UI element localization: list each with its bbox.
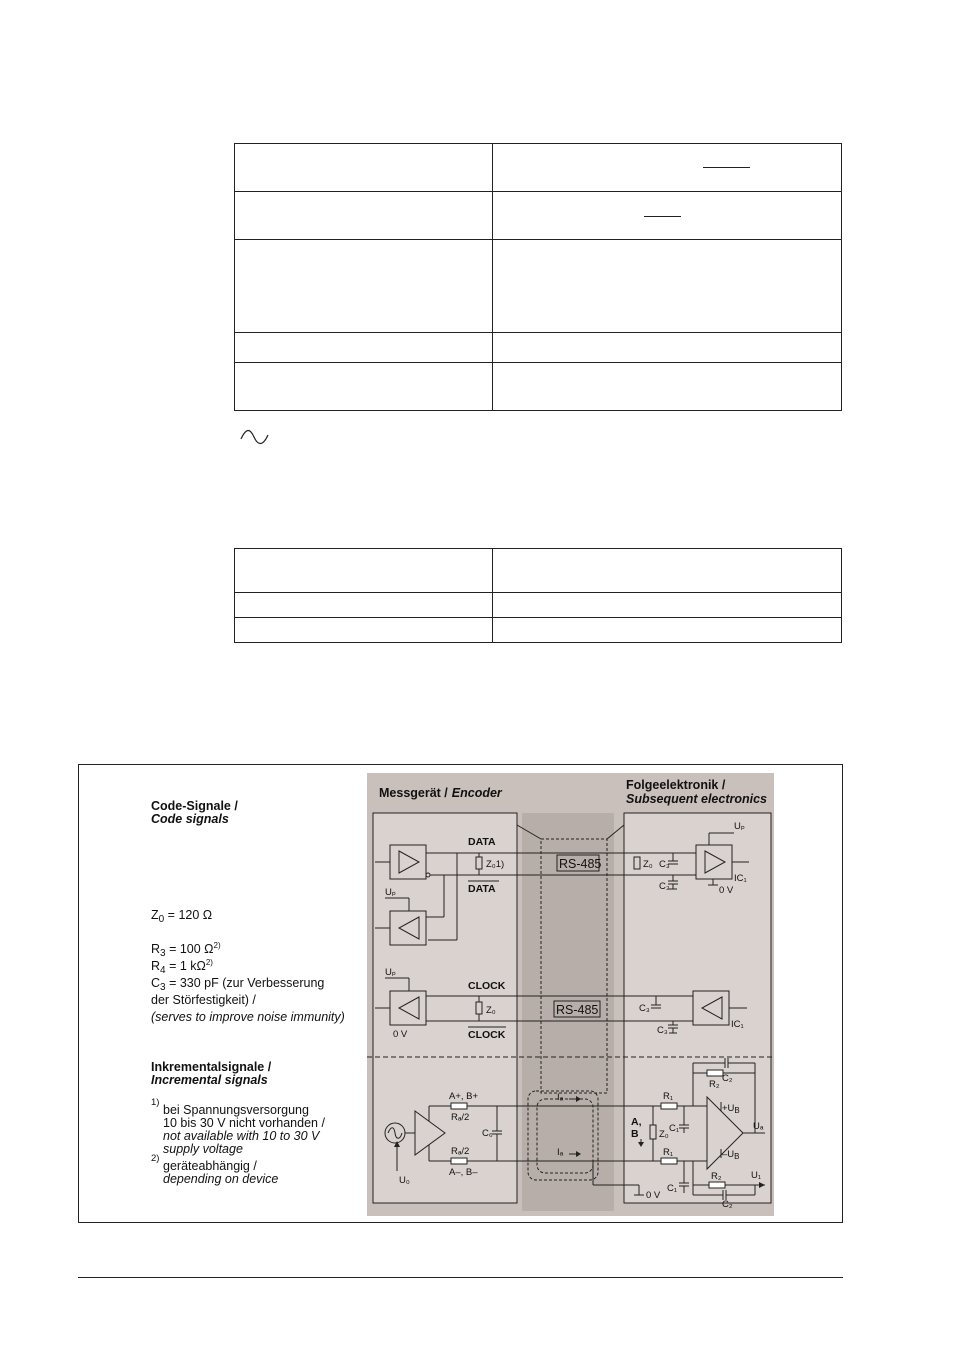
code-signals-heading: Code-Signale / — [151, 799, 238, 813]
table2-cell — [493, 618, 842, 643]
c3-spec-line3: (serves to improve noise immunity) — [151, 1010, 345, 1024]
footnote-2-mark: 2) — [151, 1153, 160, 1164]
up-label-c: Uₚ — [385, 967, 396, 978]
table2-cell — [493, 549, 842, 593]
r1-resistor-a — [661, 1103, 677, 1109]
c3-spec: $C_3 = 330$ pF (zur Verbesserung — [151, 976, 325, 993]
c3-label-a: C₃ — [659, 859, 670, 870]
r2-resistor-b — [709, 1182, 725, 1188]
z0-label-3: Z₀ — [486, 1005, 496, 1016]
clock-label: CLOCK — [468, 980, 506, 992]
r2-resistor-a — [707, 1070, 723, 1076]
c3-label-c: C₃ — [639, 1003, 650, 1014]
table2-cell — [235, 549, 493, 593]
table1-cell — [493, 363, 842, 411]
table1-cell — [235, 192, 493, 240]
overbar-mark — [644, 216, 681, 217]
table1-cell — [493, 333, 842, 363]
z0-label-4: Z₀ — [659, 1129, 669, 1140]
c1-label-a: C₁ — [669, 1123, 680, 1134]
subsequent-electronics-title: Folgeelektronik / — [626, 778, 726, 792]
footnote-2-de: geräteabhängig / — [163, 1159, 257, 1173]
ra2-resistor-a — [451, 1103, 467, 1109]
ra2-label-b: Rₐ/2 — [451, 1146, 470, 1157]
r3-spec: $R_3 = 100$ $\Omega^{2)}$ — [151, 941, 221, 959]
data-inv-label: DATA — [468, 883, 496, 895]
table1-cell — [235, 240, 493, 333]
footer-rule — [78, 1277, 843, 1278]
table1-cell — [493, 240, 842, 333]
z0-spec: $Z_0 = 120$ Ω — [151, 908, 213, 925]
ab-minus-label: A–, B– — [449, 1167, 478, 1178]
up-label-b: Uₚ — [385, 887, 396, 898]
c2-label-a: C₂ — [722, 1073, 733, 1084]
c6-label: C₆ — [482, 1128, 493, 1139]
ra2-label-a: Rₐ/2 — [451, 1112, 470, 1123]
footnote-1-mark: 1) — [151, 1097, 160, 1108]
ic1-label-b: IC₁ — [731, 1019, 744, 1030]
z0-label-1: Z₀1) — [486, 859, 505, 870]
ia-label-a: Iₐ — [557, 1092, 564, 1103]
overbar-mark — [703, 167, 750, 168]
zero-v-label-a: 0 V — [719, 885, 734, 896]
r1-label-a: R₁ — [663, 1091, 674, 1102]
rs485-label-2: RS-485 — [556, 1003, 599, 1017]
interface-circuit-figure — [78, 764, 843, 1223]
ua-label: Uₐ — [753, 1121, 764, 1132]
ab-plus-label: A+, B+ — [449, 1091, 479, 1102]
ic1-label-a: IC₁ — [734, 873, 747, 884]
table1-cell — [235, 333, 493, 363]
ia-label-b: Iₐ — [557, 1147, 564, 1158]
table1-cell — [235, 144, 493, 192]
r2-label-b: R₂ — [711, 1171, 722, 1182]
c3-label-d: C₃ — [657, 1025, 668, 1036]
zero-v-label-b: 0 V — [393, 1029, 408, 1040]
table2-cell — [235, 593, 493, 618]
circuit-diagram — [79, 765, 842, 1222]
table2-cell — [493, 593, 842, 618]
c2-label-b: C₂ — [722, 1199, 733, 1210]
ra2-resistor-b — [451, 1158, 467, 1164]
r2-label-a: R₂ — [709, 1079, 720, 1090]
plus-ub-label: $+U_B$ — [722, 1103, 740, 1115]
sine-wave-icon — [240, 429, 270, 445]
r1-resistor-b — [661, 1158, 677, 1164]
table1-cell — [235, 363, 493, 411]
table2-cell — [235, 618, 493, 643]
clock-inv-label: CLOCK — [468, 1029, 506, 1041]
footnote-1-en: not available with 10 to 30 V — [163, 1129, 320, 1143]
footnote-1-en-2: supply voltage — [163, 1142, 243, 1156]
footnote-1-de-2: 10 bis 30 V nicht vorhanden / — [163, 1116, 325, 1130]
c3-spec-line2: der Störfestigkeit) / — [151, 993, 256, 1007]
ab-label: A, — [631, 1116, 642, 1128]
u0-label: U₀ — [399, 1175, 410, 1186]
c1-label-b: C₁ — [667, 1183, 678, 1194]
minus-ub-label: $-U_B$ — [722, 1149, 740, 1161]
zero-v-label-c: 0 V — [646, 1190, 661, 1201]
table1-cell — [493, 144, 842, 192]
incremental-signals-heading-en: Incremental signals — [151, 1073, 268, 1087]
spec-table-2 — [234, 548, 842, 643]
code-signals-heading-en: Code signals — [151, 812, 229, 826]
r1-label-b: R₁ — [663, 1147, 674, 1158]
rs485-label-1: RS-485 — [559, 857, 602, 871]
up-label-a: Uₚ — [734, 821, 745, 832]
spec-table-1 — [234, 143, 842, 411]
footnote-2-en: depending on device — [163, 1172, 279, 1186]
r4-spec: $R_4 = 1$ $k\Omega^{2)}$ — [151, 958, 213, 976]
ab-label-b: B — [631, 1128, 639, 1140]
data-label: DATA — [468, 836, 496, 848]
z0-label-2: Z₀ — [643, 859, 653, 870]
footnote-1-de: bei Spannungsversorgung — [163, 1103, 309, 1117]
encoder-title: Messgerät / Encoder — [379, 786, 502, 800]
u1-label: U₁ — [751, 1170, 762, 1181]
incremental-signals-heading: Inkrementalsignale / — [151, 1060, 272, 1074]
c3-label-b: C₃ — [659, 881, 670, 892]
subsequent-electronics-title-en: Subsequent electronics — [626, 792, 768, 806]
